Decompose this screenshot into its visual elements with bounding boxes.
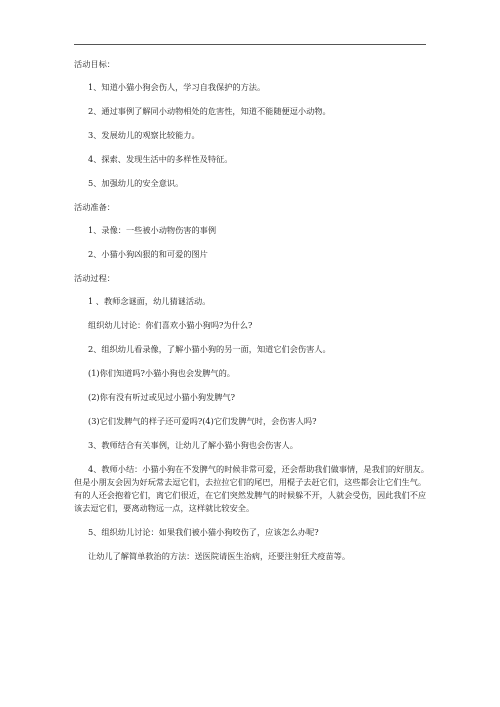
process-item: 3、教师结合有关事例，让幼儿了解小猫小狗也会伤害人。 [88, 440, 298, 450]
document-body [74, 58, 430, 563]
process-item: 组织幼儿讨论：你们喜欢小猫小狗吗?为什么? [88, 320, 253, 330]
goal-item: 1、知道小猫小狗会伤人，学习自我保护的方法。 [88, 82, 266, 92]
process-item: (3)它们发脾气的样子还可爱吗?(4)它们发脾气时，会伤害人吗? [88, 416, 317, 426]
section-heading-process: 活动过程： [74, 273, 115, 283]
process-item: 让幼儿了解简单救治的方法：送医院请医生治病，还要注射狂犬疫苗等。 [88, 551, 351, 561]
goal-item: 2、通过事例了解同小动物相处的危害性，知道不能随便逗小动物。 [88, 106, 331, 116]
section-heading-preparation: 活动准备： [74, 202, 115, 212]
preparation-item: 1、录像：一些被小动物伤害的事例 [88, 225, 217, 235]
process-item: 5、组织幼儿讨论：如果我们被小猫小狗咬伤了，应该怎么办呢? [88, 527, 319, 537]
process-item: 1 、教师念谜面，幼儿猜谜活动。 [88, 296, 211, 306]
goal-item: 3、发展幼儿的观察比较能力。 [88, 130, 200, 140]
preparation-item: 2、小猫小狗凶狠的和可爱的图片 [88, 249, 208, 259]
process-item: (2)你有没有听过或见过小猫小狗发脾气? [88, 392, 235, 402]
goal-item: 5、加强幼儿的安全意识。 [88, 178, 184, 188]
header-rule [74, 44, 426, 45]
teacher-summary-paragraph: 4、教师小结：小猫小狗在不发脾气的时候非常可爱，还会帮助我们做事情，是我们的好朋友。但是小朋友会因为好玩常去逗它们，去拉拉它们的尾巴，用棍子去赶它们，这些都会让它们生气。有的人还会抱着它们，离它们很近，在它们突然发脾气的时候躲不开，人就会受伤，因此我们不应该去逗它们，要离动物远一点，这样就比较安全。 [74, 464, 429, 513]
process-item: 2、组织幼儿看录像，了解小猫小狗的另一面，知道它们会伤害人。 [88, 344, 331, 354]
process-item: (1)你们知道吗?小猫小狗也会发脾气的。 [88, 368, 235, 378]
goal-item: 4、探索、发现生活中的多样性及特征。 [88, 154, 233, 164]
section-heading-goals: 活动目标： [74, 59, 115, 69]
